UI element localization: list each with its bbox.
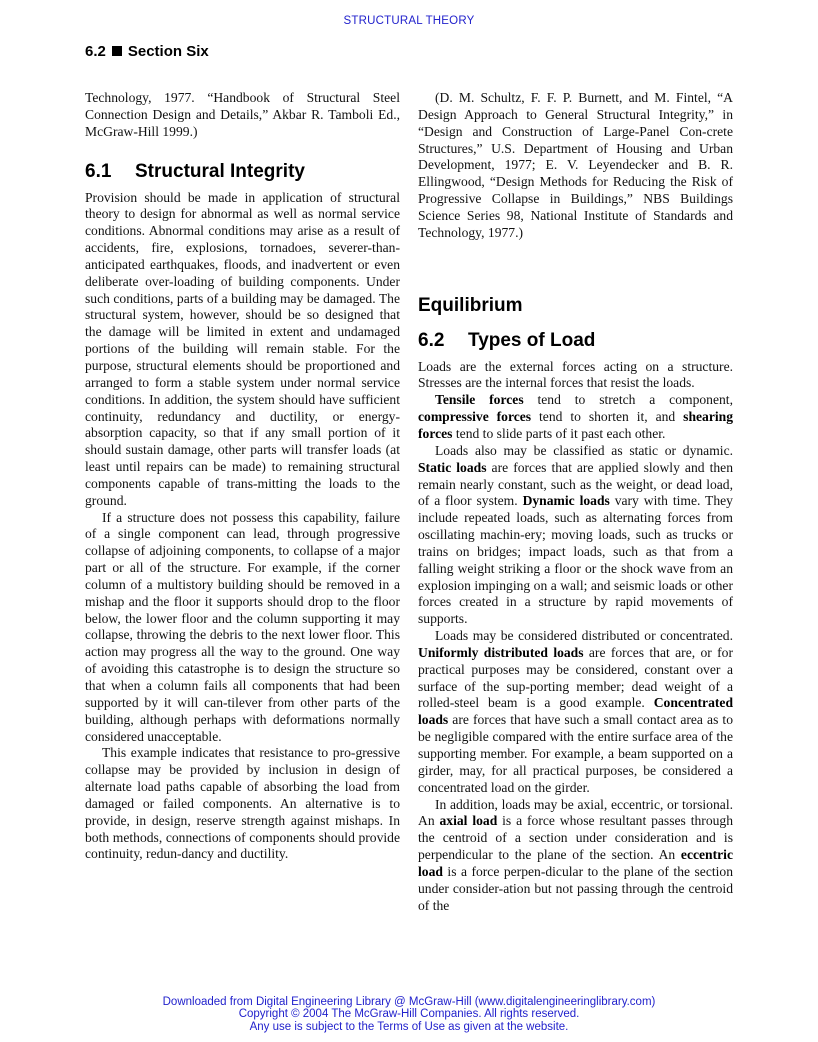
footer-terms-line[interactable]: Any use is subject to the Terms of Use as given at the website.: [249, 1020, 569, 1033]
top-banner: STRUCTURAL THEORY: [343, 15, 475, 27]
heading-number: 6.1: [85, 160, 112, 182]
section-heading-structural-integrity: [85, 161, 400, 183]
intro-text: Technology, 1977. “Handbook of Structural Steel Connection Design and Details,” Akbar R. Tamboli Ed., McGraw-Hill 1999.): [85, 90, 400, 139]
heading-title: Structural Integrity: [135, 160, 305, 182]
paragraph: Provision should be made in application of structural theory to design for abnormal as well as normal service conditions. Abnormal conditions may arise as a result of accidents, fire, explosions, tornadoes, severer-than-anticipated earthquakes, floods, and inadvertent or even deliberate over-loading of building components. Under such conditions, parts of a building may be damaged. The structural system, however, should be so designed that the damage will be limited in extent and undamaged portions of the building will remain stable. For the purpose, structural elements should be proportioned and arranged to form a stable system under normal service conditions. In addition, the system should have sufficient continuity, redundancy and ductility, or energy-absorption capacity, so that if any small portion of it should sustain damage, other parts will transfer loads (at least until repairs can be made) to remaining structural components capable of trans-mitting the loads to the ground.: [85, 189, 400, 508]
footer: [0, 996, 818, 1033]
term: Uniformly distributed loads: [418, 644, 584, 660]
section-label: Section Six: [127, 43, 209, 60]
term: axial load: [439, 813, 498, 829]
right-column: [418, 90, 733, 914]
paragraph: Loads also may be classified as static or dynamic. Static loads are forces that are applied slowly and then remain nearly constant, such as the weight, or dead load, of a floor system. Dynamic loads vary with time. They include repeated loads, such as alternating forces from oscillating machin-ery; moving loads, such as trucks or trains on bridges; impact loads, such as that from a falling weight striking a floor or the shock wave from an explosion impinging on a wall; and seismic loads or other forces created in a structure by rapid movements of supports.: [418, 442, 734, 627]
citation-text: (D. M. Schultz, F. F. P. Burnett, and M. Fintel, “A Design Approach to General Structural Integrity,” in “Design and Construction of Large-Panel Con-crete Structures,” U.S. Department of Housing and Urban Development, 1977; E. V. Leyendecker and B. R. Ellingwood, “Design Methods for Reducing the Risk of Progressive Collapse in Buildings,” NBS Buildings Science Series 98, National Institute of Standards and Technology, 1977.): [418, 90, 733, 240]
left-column: [85, 90, 400, 863]
part-heading-equilibrium: Equilibrium: [418, 294, 523, 316]
page-number: 6.2: [85, 43, 106, 60]
running-head: [85, 43, 209, 60]
paragraph: Loads may be considered distributed or concentrated. Uniformly distributed loads are forces that are, or for practical purposes may be considered, constant over a surface of the sup-porting member; dead weight of a rolled-steel beam is a good example. Concentrated loads are forces that have such a small contact area as to be negligible compared with the entire surface area of the supporting member. For example, a beam supported on a girder, may, for all practical purposes, be considered a concentrated load on the girder.: [418, 628, 733, 795]
term: compressive forces: [418, 409, 532, 425]
term: Tensile forces: [435, 392, 524, 408]
paragraph: Loads are the external forces acting on a structure. Stresses are the internal forces that resist the loads.: [418, 358, 733, 391]
term: shearing forces: [418, 409, 734, 441]
square-bullet-icon: [112, 46, 122, 56]
heading-number: 6.2: [418, 329, 445, 351]
paragraph: If a structure does not possess this capability, failure of a single component can lead, through progressive collapse of adjoining components, to collapse of a major part or all of the structure. For example, if the corner column of a multistory building should be removed in a mishap and the floor it supports should drop to the floor below, the lower floor and the column supporting it may collapse, throwing the debris to the next lower floor. This action may progress all the way to the ground. One way of avoiding this catastrophe is to design the structure so that when a column fails all components that had been supported by it will can-tilever from other parts of the building, although perhaps with deformations normally considered unacceptable.: [85, 509, 400, 744]
section-heading-types-of-load: [418, 330, 733, 352]
paragraph: Tensile forces tend to stretch a component, compressive forces tend to shorten it, and shearing forces tend to slide parts of it past each other.: [418, 392, 734, 441]
term: Static loads: [418, 459, 487, 475]
paragraph: This example indicates that resistance to pro-gressive collapse may be provided by inclusion in design of alternate load paths capable of absorbing the load from damaged or failed components. An alternative is to provide, in design, reserve strength against mishaps. In both methods, connections of components should provide continuity, redun-dancy and ductility.: [85, 745, 400, 862]
paragraph: In addition, loads may be axial, eccentric, or torsional. An axial load is a force whose resultant passes through the centroid of a section under consideration and is perpendicular to the plane of the section. An eccentric load is a force perpen-dicular to the plane of the section under consider-ation but not passing through the centroid of the: [418, 796, 734, 913]
term: eccentric load: [418, 847, 733, 879]
footer-download-line[interactable]: Downloaded from Digital Engineering Library @ McGraw-Hill (www.digitalengineeringlibrary.com): [162, 996, 656, 1008]
footer-copyright-line: Copyright © 2004 The McGraw-Hill Companies. All rights reserved.: [238, 1008, 580, 1021]
term: Dynamic loads: [522, 493, 610, 509]
term: Concentrated loads: [418, 695, 733, 728]
heading-title: Types of Load: [468, 329, 596, 351]
